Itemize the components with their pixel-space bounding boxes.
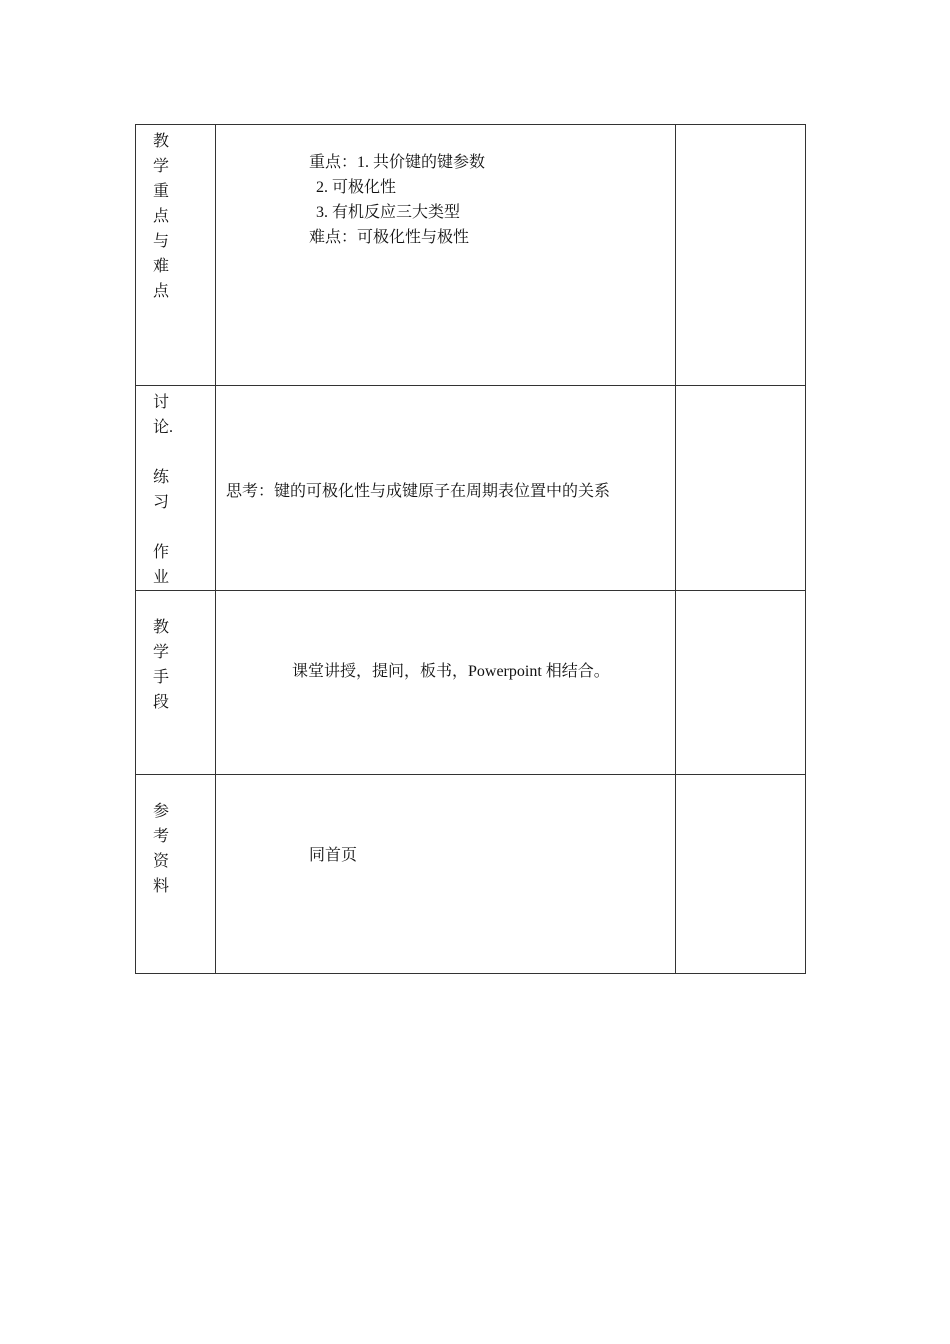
- label-char: 讨: [153, 394, 170, 411]
- label-char: 重: [153, 183, 170, 200]
- label-char: 考: [153, 828, 170, 845]
- label-char: [153, 515, 215, 540]
- row-note-cell: [676, 125, 806, 386]
- row-content-teaching-methods: [216, 591, 676, 775]
- row-label-references: [136, 775, 216, 974]
- content-line: 难点：可极化性与极性: [309, 229, 470, 246]
- label-char: 点: [153, 283, 170, 300]
- table-row: [136, 775, 806, 974]
- content-line: 3. 有机反应三大类型: [312, 204, 461, 221]
- row-label-teaching-methods: [136, 591, 216, 775]
- row-note-cell: [676, 591, 806, 775]
- table-row: [136, 125, 806, 386]
- label-char: [153, 440, 215, 465]
- label-char: 论.: [153, 419, 174, 436]
- label-char: 段: [153, 694, 170, 711]
- label-char: 难: [153, 258, 170, 275]
- content-line: 课堂讲授，提问，板书，Powerpoint 相结合。: [292, 663, 610, 680]
- label-char: 资: [153, 853, 170, 870]
- label-char: 点: [153, 208, 170, 225]
- label-char: 教: [153, 133, 170, 150]
- label-char: 业: [153, 569, 170, 586]
- label-char: 习: [153, 494, 170, 511]
- content-line: 思考：键的可极化性与成键原子在周期表位置中的关系: [226, 483, 611, 500]
- row-label-key-points: [136, 125, 216, 386]
- label-char: 料: [153, 878, 170, 895]
- label-char: 学: [153, 644, 170, 661]
- row-content-key-points: [216, 125, 676, 386]
- table-row: [136, 591, 806, 775]
- label-char: 学: [153, 158, 170, 175]
- label-char: 参: [153, 803, 170, 820]
- label-char: 作: [153, 544, 170, 561]
- content-line: 2. 可极化性: [312, 179, 397, 196]
- row-content-references: [216, 775, 676, 974]
- label-char: 与: [153, 233, 170, 250]
- content-line: 重点：1. 共价键的键参数: [309, 154, 486, 171]
- row-content-discussion: [216, 386, 676, 591]
- label-char: 练: [153, 469, 170, 486]
- row-note-cell: [676, 775, 806, 974]
- row-label-discussion: [136, 386, 216, 591]
- label-char: 教: [153, 619, 170, 636]
- content-line: 同首页: [309, 847, 358, 864]
- lesson-plan-table: [135, 124, 806, 974]
- label-char: 手: [153, 669, 170, 686]
- table-row: [136, 386, 806, 591]
- row-note-cell: [676, 386, 806, 591]
